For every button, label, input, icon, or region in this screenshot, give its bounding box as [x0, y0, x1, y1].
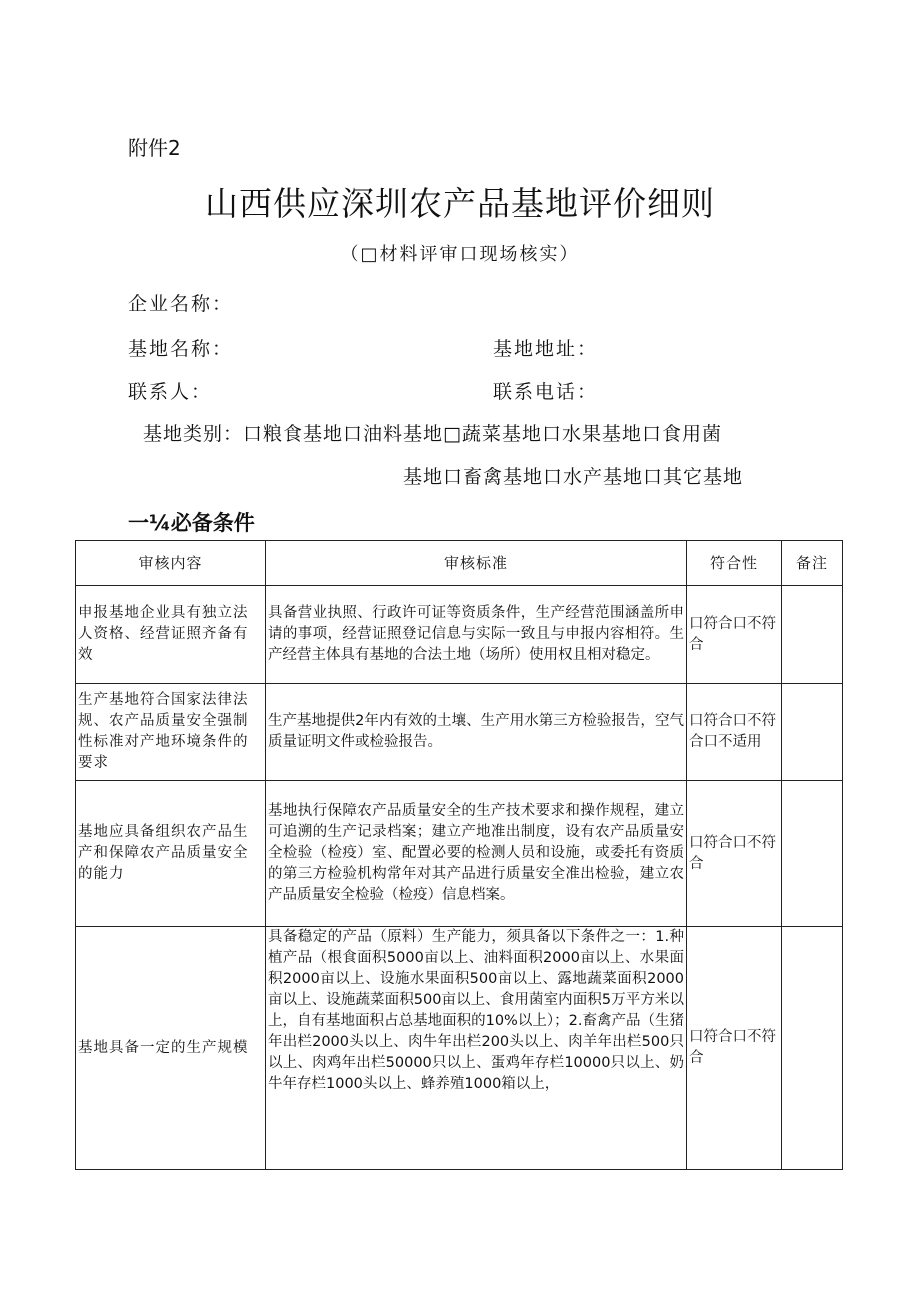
- review-content-cell: 基地应具备组织农产品生产和保障农产品质量安全的能力: [76, 781, 266, 927]
- table-row: [76, 927, 843, 1170]
- review-content-cell: 基地具备一定的生产规模: [76, 927, 266, 1170]
- compliance-cell: 口符合口不符合: [687, 781, 782, 927]
- remark-cell: [782, 927, 843, 1170]
- review-standard-cell: 具备营业执照、行政许可证等资质条件，生产经营范围涵盖所申请的事项，经营证照登记信息与实际一致且与申报内容相符。生产经营主体具有基地的合法土地（场所）使用权且相对稳定。: [266, 586, 687, 684]
- contact-person-field: 联系人：: [128, 381, 213, 403]
- remark-cell: [782, 781, 843, 927]
- remark-cell: [782, 684, 843, 781]
- compliance-cell: 口符合口不符合口不适用: [687, 684, 782, 781]
- base-category-line-2: 基地口畜禽基地口水产基地口其它基地: [403, 466, 744, 488]
- table-row: [76, 586, 843, 684]
- document-title: 山西供应深圳农产品基地评价细则: [205, 184, 715, 223]
- review-content-cell: 生产基地符合国家法律法规、农产品质量安全强制性标准对产地环境条件的要求: [76, 684, 266, 781]
- review-content-cell: 申报基地企业具有独立法人资格、经营证照齐备有效: [76, 586, 266, 684]
- review-type-options: （□材料评审口现场核实）: [340, 244, 580, 265]
- header-review-content: 审核内容: [76, 541, 266, 586]
- compliance-cell: 口符合口不符合: [687, 586, 782, 684]
- review-standard-cell: 基地执行保障农产品质量安全的生产技术要求和操作规程，建立可追溯的生产记录档案；建立产地准出制度，设有农产品质量安全检验（检疫）室、配置必要的检测人员和设施，或委托有资质的第三方检验机构常年对其产品进行质量安全准出检验，建立农产品质量安全检验（检疫）信息档案。: [266, 781, 687, 927]
- base-category-line-1: 基地类别：口粮食基地口油料基地□蔬菜基地口水果基地口食用菌: [143, 423, 722, 445]
- review-standard-cell: 生产基地提供2年内有效的土壤、生产用水第三方检验报告，空气质量证明文件或检验报告。: [266, 684, 687, 781]
- contact-phone-field: 联系电话：: [493, 381, 599, 403]
- header-review-standard: 审核标准: [266, 541, 687, 586]
- section-heading: 一¼必备条件: [128, 511, 255, 535]
- header-remark: 备注: [782, 541, 843, 586]
- company-name-field: 企业名称：: [128, 293, 234, 315]
- base-name-field: 基地名称：: [128, 338, 234, 360]
- evaluation-table: [75, 540, 843, 1170]
- table-row: [76, 781, 843, 927]
- attachment-label: 附件2: [128, 136, 181, 160]
- table-header-row: [76, 541, 843, 586]
- remark-cell: [782, 586, 843, 684]
- base-address-field: 基地地址：: [493, 338, 599, 360]
- compliance-cell: 口符合口不符合: [687, 927, 782, 1170]
- table-row: [76, 684, 843, 781]
- review-standard-cell: 具备稳定的产品（原料）生产能力，须具备以下条件之一：1.种植产品（根食面积5000亩以上、油料面积2000亩以上、水果面积2000亩以上、设施水果面积500亩以上、露地蔬菜面积2000亩以上、设施蔬菜面积500亩以上、食用菌室内面积5万平方米以上，自有基地面积占总基地面积的10%以上）；2.畜禽产品（生猪年出栏2000头以上、肉牛年出栏200头以上、肉羊年出栏500只以上、肉鸡年出栏50000只以上、蛋鸡年存栏10000只以上、奶牛年存栏1000头以上、蜂养殖1000箱以上，: [266, 927, 687, 1170]
- header-compliance: 符合性: [687, 541, 782, 586]
